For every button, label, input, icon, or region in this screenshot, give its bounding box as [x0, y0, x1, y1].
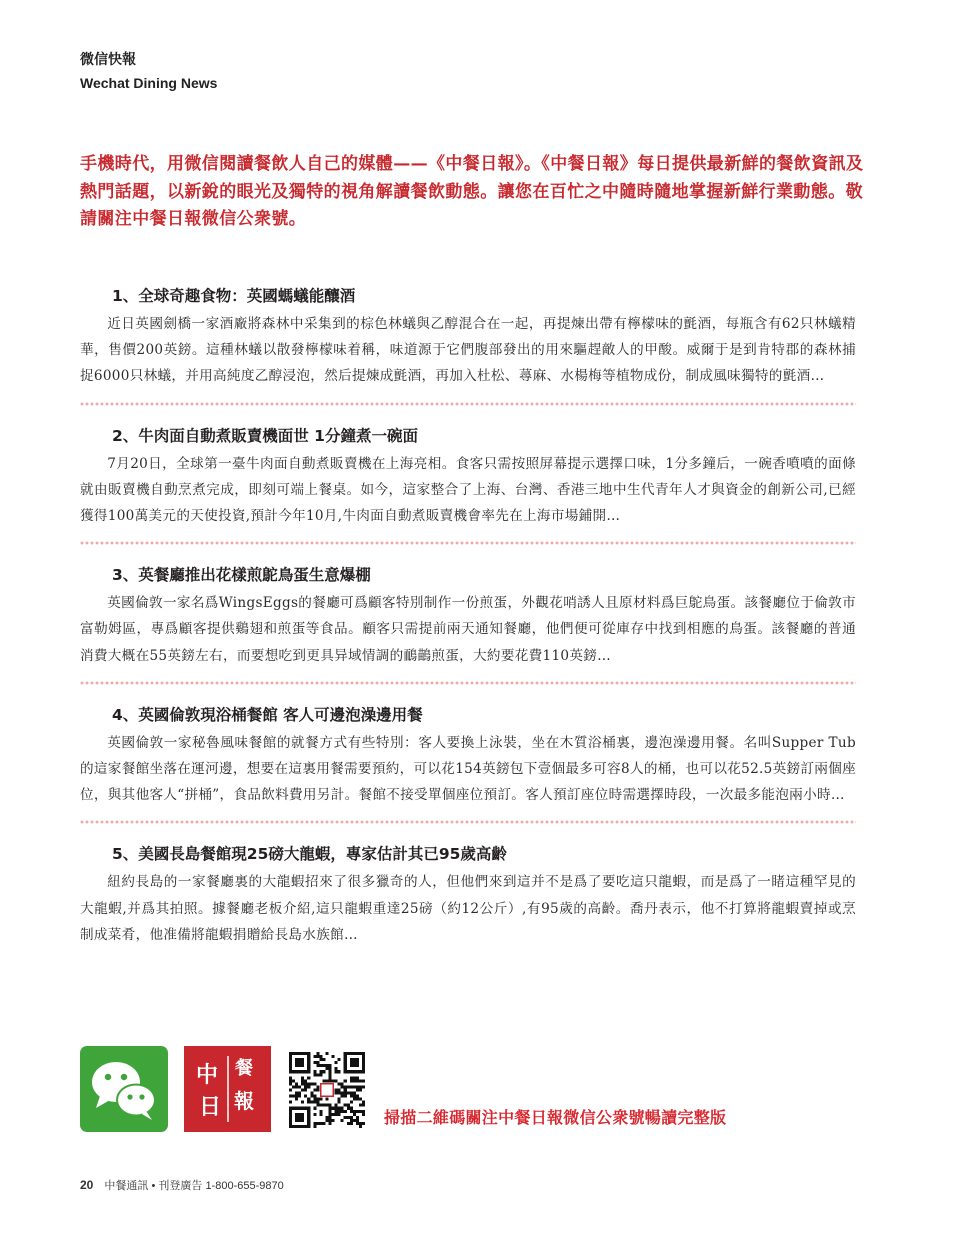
- page-footer: [80, 1177, 284, 1193]
- wechat-icon: [80, 1046, 168, 1132]
- article-body: 英國倫敦一家名爲WingsEggs的餐廳可爲顧客特別制作一份煎蛋，外觀花哨誘人且原材料爲巨鴕鳥蛋。該餐廳位于倫敦市富勒姆區，專爲顧客提供鷄翅和煎蛋等食品。顧客只需提前兩天通知餐廳，他們便可從庫存中找到相應的鳥蛋。該餐廳的普通消費大概在55英鎊左右，而要想吃到更具异域情調的鴯鶓煎蛋，大約要花費110英鎊…: [80, 595, 856, 664]
- article-3: [80, 564, 856, 669]
- publication-info: 中餐通訊 • 刊登廣告 1-800-655-9870: [104, 1180, 284, 1192]
- article-body: 7月20日，全球第一臺牛肉面自動煮販賣機在上海亮相。食客只需按照屏幕提示選擇口味，1分多鐘后，一碗香噴噴的面條就由販賣機自動烹煮完成，即刻可端上餐桌。如今，這家整合了上海、台灣、香港三地中生代青年人才與資金的創新公司,已經獲得100萬美元的天使投資,預計今年10月,牛肉面自動煮販賣機會率先在上海市場鋪開…: [80, 455, 856, 525]
- logo-char-4: 報: [234, 1089, 254, 1113]
- scan-qr-caption: 掃描二維碼關注中餐日報微信公衆號暢讀完整版: [384, 1108, 727, 1127]
- logo-char-1: 中: [195, 1063, 219, 1088]
- article-5: [80, 843, 856, 948]
- section-title-zh: 微信快報: [80, 52, 136, 68]
- section-title-en: Wechat Dining News: [80, 75, 218, 91]
- dotted-divider: [80, 819, 856, 825]
- zhongcan-ribao-logo: [184, 1046, 271, 1132]
- article-2: [80, 425, 856, 530]
- dotted-divider: [80, 680, 856, 686]
- article-1: [80, 285, 856, 390]
- article-title: 3、英餐廳推出花樣煎鴕鳥蛋生意爆棚: [112, 566, 371, 585]
- dotted-divider: [80, 540, 856, 546]
- article-title: 2、牛肉面自動煮販賣機面世 1分鐘煮一碗面: [112, 426, 418, 445]
- logo-char-3: 日: [198, 1095, 222, 1120]
- section-header: [80, 50, 217, 93]
- article-body: 英國倫敦一家秘魯風味餐館的就餐方式有些特別：客人要換上泳裝，坐在木質浴桶裏，邊泡澡邊用餐。名叫Supper Tub的這家餐館坐落在運河邊，想要在這裏用餐需要預約，可以花154英鎊包下壹個最多可容8人的桶，也可以花52.5英鎊訂兩個座位，與其他客人“拼桶”，食品飲料費用另計。餐館不接受單個座位預訂。客人預訂座位時需選擇時段，一次最多能泡兩小時…: [80, 734, 856, 804]
- article-title: 1、全球奇趣食物：英國螞蟻能釀酒: [112, 287, 356, 305]
- article-body: 紐約長島的一家餐廳裏的大龍蝦招來了很多獵奇的人，但他們來到這并不是爲了要吃這只龍蝦，而是爲了一睹這種罕見的大龍蝦,并爲其拍照。據餐廳老板介紹,這只龍蝦重達25磅（約12公斤）,有95歲的高齡。喬丹表示，他不打算將龍蝦賣掉或烹制成菜肴，他准備將龍蝦捐贈給長島水族館…: [80, 874, 856, 943]
- page-number: 20: [80, 1178, 94, 1192]
- dotted-divider: [80, 401, 856, 407]
- article-list: [80, 285, 856, 948]
- article-4: [80, 704, 856, 809]
- logo-char-2: 餐: [235, 1058, 253, 1079]
- article-title: 5、美國長島餐館現25磅大龍蝦，專家估計其已95歲高齡: [112, 845, 507, 864]
- article-title: 4、英國倫敦現浴桶餐館 客人可邊泡澡邊用餐: [112, 705, 423, 724]
- qr-code-icon: [289, 1052, 365, 1128]
- article-body: 近日英國劍橋一家酒廠將森林中采集到的棕色林蟻與乙醇混合在一起，再提煉出帶有檸檬味的氈酒，每瓶含有62只林蟻精華，售價200英鎊。這種林蟻以散發檸檬味着稱，味道源于它們腹部發出的用來驅趕敵人的甲酸。威爾于是到肯特郡的森林捕捉6000只林蟻，并用高純度乙醇浸泡，然后提煉成氈酒，再加入杜松、蕁麻、水楊梅等植物成份，制成風味獨特的氈酒…: [80, 316, 856, 385]
- intro-paragraph: 手機時代，用微信閱讀餐飲人自己的媒體——《中餐日報》。《中餐日報》每日提供最新鮮的餐飲資訊及熱門話題，以新銳的眼光及獨特的視角解讀餐飲動態。讓您在百忙之中隨時隨地掌握新鮮行業動態。敬請關注中餐日報微信公衆號。: [80, 154, 864, 229]
